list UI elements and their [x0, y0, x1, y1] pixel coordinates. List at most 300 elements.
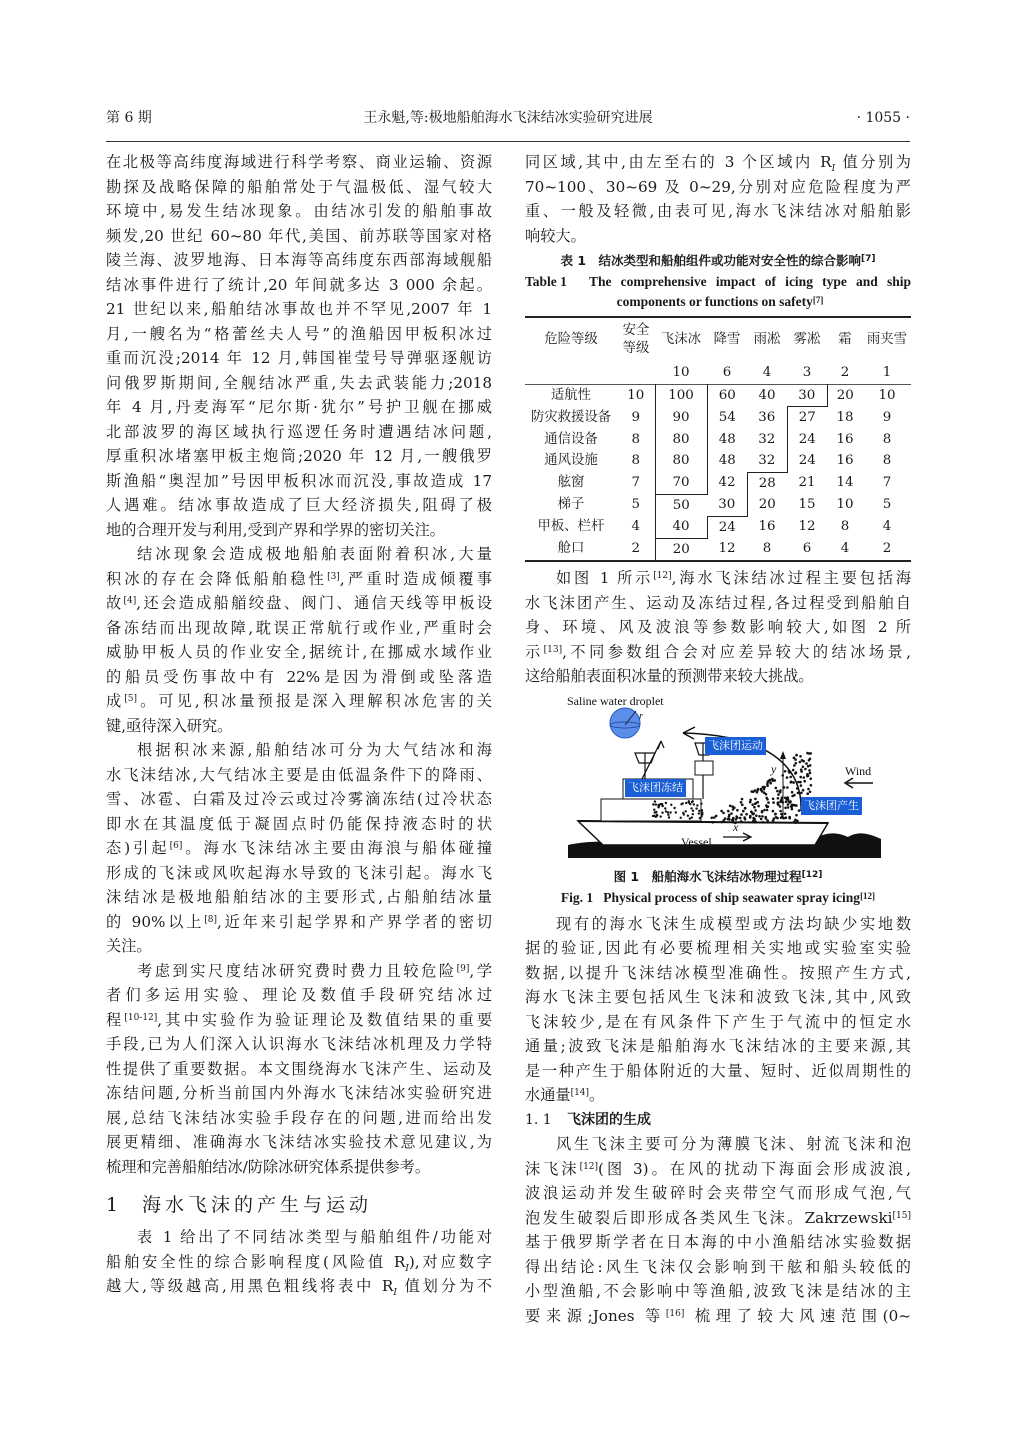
- risk-value: 8: [762, 541, 772, 557]
- line-text: ,不同参数组合会对应差异较大的结冰场景,: [562, 642, 911, 661]
- line-text: ,学: [469, 961, 492, 980]
- text-line: [106, 689, 492, 714]
- line-text: 结冰现象会造成极地船舶表面附着积冰,大量: [137, 545, 492, 563]
- spray-droplet: [805, 762, 808, 765]
- risk-value: 8: [882, 453, 892, 469]
- text-line: [106, 1008, 492, 1033]
- spray-droplet: [742, 809, 745, 812]
- spray-droplet: [779, 809, 782, 812]
- risk-value: 42: [707, 472, 747, 494]
- empty-cell: [525, 362, 617, 384]
- risk-value: 24: [787, 450, 827, 472]
- spray-droplet: [670, 803, 672, 805]
- spray-droplet: [777, 793, 780, 796]
- paragraph-icing-hazards: [106, 542, 492, 738]
- spray-droplet: [720, 809, 723, 812]
- right-column: [525, 150, 911, 1328]
- spray-droplet: [809, 790, 812, 793]
- icing-weight: 10: [672, 365, 690, 380]
- line-text: 泡发生破裂后即形成各类风生飞沫。Zakrzewski: [525, 1208, 893, 1227]
- safety-level: 2: [631, 541, 641, 557]
- spray-droplet: [780, 812, 783, 815]
- spray-droplet: [680, 816, 682, 818]
- table-row: [525, 384, 911, 407]
- spray-droplet: [744, 806, 747, 809]
- running-header: [106, 107, 910, 129]
- text-line: [525, 961, 911, 986]
- citation: [12]: [653, 571, 672, 581]
- spray-droplet: [797, 780, 800, 783]
- section-heading-1: [106, 1185, 492, 1225]
- issue-number: 第 6 期: [106, 110, 152, 126]
- citation: [10-12]: [124, 1012, 158, 1023]
- spray-droplet: [700, 802, 702, 804]
- safety-level: 8: [631, 453, 641, 469]
- risk-value: 32: [758, 431, 776, 447]
- line-text: 重而沉没;2014 年 12 月,韩国崔莹号导弹驱逐舰访: [106, 349, 492, 367]
- spray-droplet: [757, 804, 760, 807]
- spray-droplet: [789, 770, 792, 773]
- spray-droplet: [787, 803, 790, 806]
- line-text: 故: [106, 594, 124, 612]
- table-caption-en: [525, 272, 911, 312]
- spray-droplet: [757, 787, 760, 790]
- text-line: [106, 1274, 492, 1299]
- spray-droplet: [743, 816, 746, 819]
- spray-droplet: [790, 781, 793, 784]
- citation: [9]: [456, 963, 470, 974]
- spray-droplet: [784, 812, 787, 815]
- spray-droplet: [696, 804, 698, 806]
- spray-droplet: [655, 803, 657, 805]
- text-line: [106, 297, 492, 322]
- subscript: I: [831, 164, 836, 175]
- spray-droplet: [656, 813, 658, 815]
- spray-droplet: [761, 790, 764, 793]
- spray-droplet: [690, 807, 692, 809]
- spray-droplet: [762, 821, 765, 824]
- citation: [15]: [892, 1210, 911, 1221]
- table-row: [525, 472, 911, 494]
- text-line: [106, 493, 492, 518]
- risk-value: 100: [655, 384, 707, 407]
- line-text: 这给船舶表面积冰量的预测带来较大挑战。: [525, 667, 814, 685]
- spray-droplet: [789, 775, 792, 778]
- line-text: 关注。: [106, 937, 152, 955]
- risk-value: 20: [747, 494, 787, 516]
- spray-droplet: [804, 767, 807, 770]
- caption-line: The comprehensive impact of icing type and ship: [589, 274, 911, 289]
- spray-droplet: [699, 817, 701, 819]
- spray-droplet: [660, 815, 662, 817]
- safety-level: 10: [627, 387, 645, 403]
- text-line: [525, 1279, 911, 1304]
- figure-1-ship-spray-icing: [563, 693, 883, 858]
- spray-droplet: [777, 802, 780, 805]
- spray-droplet: [795, 761, 798, 764]
- risk-value: 4: [882, 519, 892, 535]
- text-line: [525, 199, 911, 224]
- line-text: 性提供了重要数据。本文围绕海水飞沫产生、运动及: [106, 1059, 492, 1078]
- wind-label: Wind: [845, 763, 872, 778]
- spray-droplet: [664, 807, 666, 809]
- line-text: 根据积冰来源,船舶结冰可分为大气结冰和海: [137, 741, 492, 759]
- line-text: 水通量: [525, 1086, 571, 1104]
- col-header-icing-type: 雨夹雪: [866, 332, 908, 347]
- line-text: 考虑到实尺度结冰研究费时费力且较危险: [137, 961, 457, 980]
- line-text: 程: [106, 1010, 125, 1029]
- risk-value: 7: [882, 475, 892, 491]
- text-line: [106, 322, 492, 347]
- spray-droplet: [761, 810, 764, 813]
- row-label: 甲板、栏杆: [537, 519, 605, 535]
- text-line: [525, 1132, 911, 1157]
- spray-droplet: [700, 815, 702, 817]
- spray-droplet: [701, 809, 703, 811]
- line-text: 威胁甲板人员的作业安全,据统计,在挪威水域作业: [106, 643, 492, 661]
- line-text: 频发,20 世纪 60~80 年代,美国、前苏联等国家对格: [106, 226, 492, 245]
- text-line: [106, 444, 492, 469]
- line-text: 波浪运动并发生破碎时会夹带空气而形成气泡,气: [525, 1184, 911, 1202]
- citation: [5]: [124, 694, 138, 704]
- spray-droplet: [793, 756, 796, 759]
- paragraph-icing-sources: [106, 738, 492, 959]
- text-line: [106, 1155, 492, 1180]
- page-number: · 1055 ·: [856, 110, 910, 126]
- spray-droplet: [808, 759, 811, 762]
- spray-droplet: [785, 800, 788, 803]
- risk-value: 48: [707, 429, 747, 451]
- spray-droplet: [782, 801, 785, 804]
- text-line: [525, 591, 911, 616]
- row-label: 防灾救援设备: [530, 409, 612, 425]
- spray-droplet: [793, 793, 796, 796]
- spray-droplet: [800, 768, 803, 771]
- text-line: [525, 1255, 911, 1280]
- figure-caption-en: [525, 888, 911, 908]
- subscript: I: [393, 1288, 397, 1299]
- spray-droplet: [773, 817, 776, 820]
- spray-droplet: [802, 759, 805, 762]
- spray-droplet: [791, 803, 794, 806]
- text-line: [106, 1106, 492, 1131]
- text-line: [106, 861, 492, 886]
- spray-droplet: [799, 755, 802, 758]
- text-line: [525, 1083, 911, 1108]
- col-header-safety-level: [617, 317, 655, 362]
- spray-droplet: [803, 776, 806, 779]
- line-text: 结冰事件进行了统计,20 年间就多达 3 000 余起。: [106, 275, 492, 294]
- spray-droplet: [698, 812, 700, 814]
- caption-line: [589, 292, 911, 312]
- paragraph-risk-regions: [525, 150, 911, 248]
- spray-droplet: [754, 797, 757, 800]
- risk-value: 54: [707, 407, 747, 429]
- col-header-icing-type: 飞沫冰: [660, 332, 702, 347]
- line-text: 北部波罗的海区域执行巡逻任务时遭遇结冰问题,: [106, 422, 492, 441]
- risk-value: 12: [718, 541, 736, 557]
- line-text: 。可见,积冰量预报是深入理解积冰危害的关: [137, 692, 492, 710]
- spray-droplet: [792, 768, 795, 771]
- spray-droplet: [687, 814, 689, 816]
- table-row: [525, 429, 911, 451]
- section-number: 1: [106, 1194, 119, 1216]
- spray-droplet: [657, 806, 659, 808]
- text-line: [106, 371, 492, 396]
- risk-value: 60: [707, 384, 747, 407]
- spray-droplet: [766, 808, 769, 811]
- text-line: [525, 175, 911, 200]
- spray-droplet: [781, 796, 784, 799]
- text-line: [525, 224, 911, 249]
- row-label: 舷窗: [557, 475, 585, 491]
- line-text: 如图 1 所示: [556, 569, 654, 587]
- spray-droplet: [765, 796, 768, 799]
- spray-droplet: [786, 776, 789, 779]
- text-line: [106, 714, 492, 739]
- spray-droplet: [749, 816, 752, 819]
- risk-value: 24: [707, 516, 747, 538]
- line-text: 船舶安全性的综合影响程度(风险值 R: [106, 1252, 406, 1271]
- spray-droplet: [777, 797, 780, 800]
- text-line: [106, 199, 492, 224]
- text-line: [106, 812, 492, 837]
- text-line: [525, 150, 911, 175]
- line-text: 水飞沫团产生、运动及冻结过程,各过程受到船舶自: [525, 593, 911, 612]
- line-text: 沫结冰是极地船舶结冰的主要形式,占船舶结冰量: [106, 888, 492, 906]
- spray-droplet: [752, 816, 755, 819]
- line-text: 年 4 月,丹麦海军“尼尔斯·犹尔”号护卫舰在挪威: [106, 398, 492, 416]
- spray-droplet: [760, 817, 763, 820]
- risk-value: 18: [836, 409, 854, 425]
- text-line: [106, 420, 492, 445]
- spray-droplet: [765, 793, 768, 796]
- col-header-danger-level: 危险等级: [544, 332, 598, 347]
- line-text: 70~100、30~69 及 0~29,分别对应危险程度为严: [525, 177, 911, 196]
- line-text: 梳理和完善船舶结冰/防除冰研究体系提供参考。: [106, 1157, 431, 1176]
- spray-droplet: [692, 813, 694, 815]
- line-text: 积冰的存在会降低船舶稳性: [106, 569, 328, 588]
- spray-droplet: [806, 774, 809, 777]
- spray-droplet: [765, 817, 768, 820]
- text-line: [525, 912, 911, 937]
- safety-level: 7: [631, 475, 641, 491]
- risk-value: 24: [787, 429, 827, 451]
- text-line: [106, 1032, 492, 1057]
- spray-droplet: [652, 814, 654, 816]
- spray-droplet: [732, 808, 735, 811]
- spray-droplet: [689, 817, 691, 819]
- spray-droplet: [775, 786, 778, 789]
- spray-droplet: [750, 790, 753, 793]
- spray-droplet: [665, 801, 667, 803]
- line-text: 手段,已为人们深入认识海水飞沫结冰机理及力学特: [106, 1035, 492, 1053]
- risk-value: 6: [802, 541, 812, 557]
- line-text: 展,总结飞沫结冰实验手段存在的问题,进而给出发: [106, 1108, 492, 1127]
- line-text: 勘探及战略保障的船舶常处于气温极低、湿气较大: [106, 177, 492, 196]
- spray-droplet: [784, 806, 787, 809]
- text-line: [106, 787, 492, 812]
- spray-droplet: [711, 816, 714, 819]
- text-line: [106, 738, 492, 763]
- spray-droplet: [682, 811, 684, 813]
- spray-droplet: [795, 753, 798, 756]
- line-text: 形成的飞沫或风吹起海水导致的飞沫引起。海水飞: [106, 863, 492, 882]
- caption-label: Table 1: [525, 274, 567, 289]
- text-line: [525, 1157, 911, 1182]
- line-text: 态)引起: [106, 839, 170, 857]
- text-line: [525, 1034, 911, 1059]
- spray-droplet: [794, 818, 797, 821]
- text-line: [525, 615, 911, 640]
- icing-weight: 4: [762, 365, 772, 380]
- spray-droplet: [712, 821, 715, 824]
- text-line: [106, 150, 492, 175]
- spray-droplet: [802, 788, 805, 791]
- text-line: [106, 885, 492, 910]
- line-text: 响较大。: [525, 226, 586, 245]
- caption-text: components or functions on safety: [616, 294, 813, 309]
- spray-droplet: [698, 809, 700, 811]
- citation: [3]: [327, 571, 340, 582]
- line-text: 展更精细、准确海水飞沫结冰实验技术意见建议,为: [106, 1133, 492, 1151]
- spray-droplet: [800, 791, 803, 794]
- spray-droplet: [772, 801, 775, 804]
- text-line: [106, 567, 492, 592]
- spray-droplet: [767, 801, 770, 804]
- spray-droplet: [691, 800, 693, 802]
- text-line: [106, 1225, 492, 1250]
- text-line: [106, 836, 492, 861]
- spray-droplet: [739, 816, 742, 819]
- risk-value: 48: [707, 450, 747, 472]
- risk-value: 5: [882, 497, 892, 513]
- text-line: [525, 1181, 911, 1206]
- caption-text: 表 1 结冰类型和船舶组件或功能对安全性的综合影响: [560, 253, 862, 268]
- table-row: [525, 407, 911, 429]
- spray-droplet: [653, 808, 655, 810]
- risk-value: 2: [882, 541, 892, 557]
- paragraph-intro: [106, 150, 492, 542]
- line-text: 厚重积冰堵塞甲板主炮筒;2020 年 12 月,一艘俄罗: [106, 447, 492, 465]
- text-line: [525, 640, 911, 665]
- citation: [12]: [579, 1161, 599, 1172]
- paragraph-wind-spray: [525, 1132, 911, 1328]
- line-text: 者们多运用实验、理论及数值手段研究结冰过: [106, 986, 492, 1004]
- line-text: 示: [525, 642, 544, 661]
- spray-droplet: [692, 809, 694, 811]
- spray-droplet: [724, 817, 727, 820]
- line-text: 人遇难。结冰事故造成了巨大经济损失,阻碍了极: [106, 496, 492, 514]
- spray-droplet: [785, 816, 788, 819]
- line-text: 风生飞沫主要可分为薄膜飞沫、射流飞沫和泡: [556, 1135, 911, 1153]
- col-header-icing-type: 雾凇: [793, 332, 821, 347]
- risk-value: 10: [878, 387, 896, 403]
- spray-droplet: [754, 809, 757, 812]
- risk-value: 80: [655, 429, 707, 451]
- ship-illustration: [563, 693, 883, 858]
- spray-droplet: [776, 789, 779, 792]
- text-line: [525, 1304, 911, 1329]
- spray-droplet: [772, 797, 775, 800]
- risk-value: 8: [840, 519, 850, 535]
- table-caption-cn: [525, 250, 911, 272]
- row-label: 适航性: [550, 387, 592, 403]
- droplet-radius-label: r: [639, 710, 643, 722]
- line-text: ,近年来引起学界和产界学者的密切: [217, 912, 492, 931]
- table-row: [525, 494, 911, 516]
- spray-droplet: [808, 769, 811, 772]
- citation: [6]: [169, 841, 183, 851]
- risk-value: 27: [787, 407, 827, 429]
- spray-droplet: [727, 809, 730, 812]
- risk-value: 4: [840, 541, 850, 557]
- spray-droplet: [752, 812, 755, 815]
- spray-droplet: [749, 798, 752, 801]
- line-text: 数据,以提升飞沫结冰模型准确性。按照产生方式,: [525, 963, 911, 982]
- risk-value: 20: [655, 538, 707, 561]
- risk-value: 30: [707, 494, 747, 516]
- risk-value: 70: [655, 472, 707, 494]
- risk-value: 40: [655, 516, 707, 538]
- spray-droplet: [669, 811, 671, 813]
- droplet-label: Saline water droplet: [567, 693, 664, 708]
- spray-droplet: [667, 813, 669, 815]
- spray-droplet: [762, 785, 765, 788]
- citation: [4]: [123, 596, 137, 606]
- line-text: 斯渔船“奥涅加”号因甲板积冰而沉没,事故造成 17: [106, 471, 492, 490]
- risk-value: 16: [836, 453, 854, 469]
- spray-droplet: [774, 812, 777, 815]
- spray-droplet: [688, 801, 690, 803]
- empty-cell: [617, 362, 655, 384]
- spray-droplet: [794, 804, 797, 807]
- spray-droplet: [751, 803, 754, 806]
- spray-droplet: [760, 787, 763, 790]
- line-text: 表 1 给出了不同结冰类型与船舶组件/功能对: [137, 1228, 492, 1246]
- spray-droplet: [722, 811, 725, 814]
- spray-droplet: [685, 810, 687, 812]
- text-line: [106, 175, 492, 200]
- line-text: ,严重时造成倾覆事: [339, 569, 492, 588]
- spray-droplet: [807, 787, 810, 790]
- spray-droplet: [780, 816, 783, 819]
- text-line: [106, 346, 492, 371]
- text-line: [525, 566, 911, 591]
- spray-droplet: [809, 777, 812, 780]
- spray-droplet: [668, 816, 670, 818]
- text-line: [106, 1130, 492, 1155]
- line-text: 即水在其温度低于凝固点时仍能保持液态时的状: [106, 814, 492, 833]
- line-text: 冻结问题,分析当前国内外海水飞沫结冰实验研究进: [106, 1084, 492, 1102]
- spray-droplet: [685, 801, 687, 803]
- risk-value: 16: [758, 519, 776, 535]
- caption-label: Fig. 1: [560, 889, 594, 905]
- line-text: 的 90%以上: [106, 912, 205, 931]
- risk-value: 90: [655, 407, 707, 429]
- spray-droplet: [673, 806, 675, 808]
- spray-droplet: [693, 803, 695, 805]
- text-line: [106, 518, 492, 543]
- spray-droplet: [779, 805, 782, 808]
- spray-droplet: [810, 784, 813, 787]
- table-icing-impact: [525, 316, 911, 562]
- text-line: [106, 665, 492, 690]
- line-text: 值分别为: [835, 153, 911, 171]
- spray-droplet: [792, 781, 795, 784]
- spray-droplet: [795, 771, 798, 774]
- risk-value: 15: [798, 497, 816, 513]
